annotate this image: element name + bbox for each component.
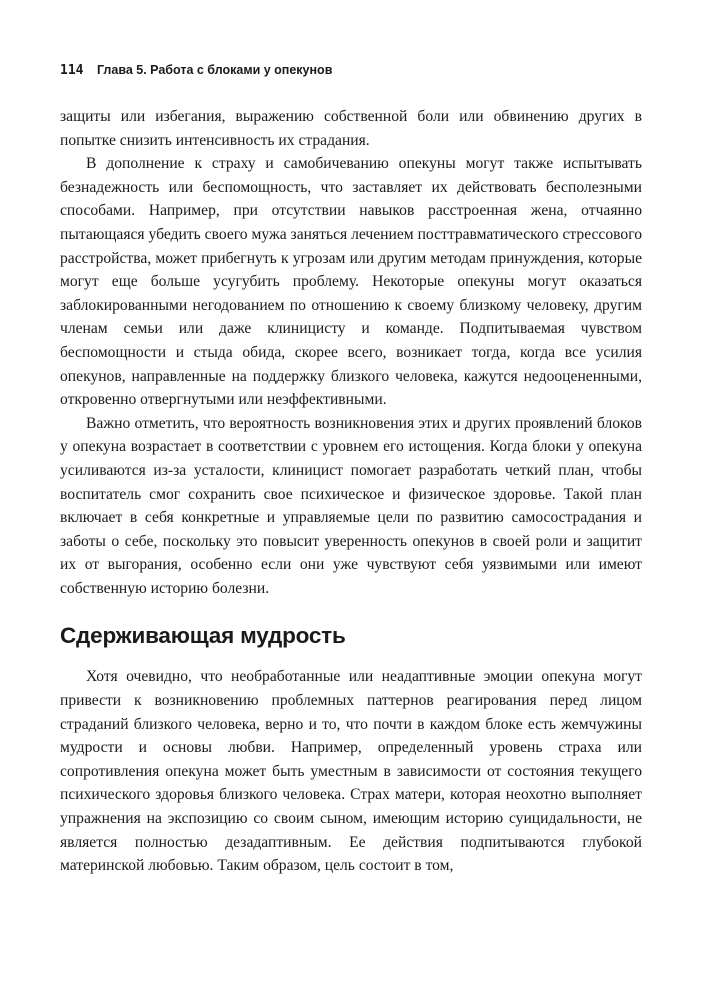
- body-text-top: [60, 105, 642, 600]
- paragraph: Хотя очевидно, что необработанные или неадаптивные эмоции опекуна могут привести к возникновению проблемных паттернов реагирования перед лицом страданий близкого человека, верно и то, что почти в каждом блоке есть жемчужины мудрости и основы любви. Например, определенный уровень страха или сопротивления опекуна может быть уместным в зависимости от состояния текущего психического здоровья близкого человека. Страх матери, которая неохотно выполняет упражнения на экспозицию со своим сыном, имеющим историю суицидальности, не является полностью дезадаптивным. Ее действия подпитываются глубокой материнской любовью. Таким образом, цель состоит в том,: [60, 668, 642, 875]
- chapter-title: Глава 5. Работа с блоками у опекунов: [96, 63, 333, 77]
- running-header: [60, 60, 642, 80]
- book-page: [60, 60, 642, 878]
- page-number: 114: [60, 63, 84, 78]
- paragraph: В дополнение к страху и самобичеванию опекуны могут также испытывать безнадежность или беспомощность, что заставляет их действовать бесполезными способами. Например, при отсутствии навыков расстроенная жена, отчаянно пытающаяся убедить своего мужа заняться лечением посттравматического стрессового расстройства, может прибегнуть к угрозам или другим методам принуждения, которые могут еще больше усугубить проблему. Некоторые опекуны могут оказаться заблокированными негодованием по отношению к своему близкому человеку, другим членам семьи или даже клиницисту и команде. Подпитываемая чувством беспомощности и стыда обида, скорее всего, возникает тогда, когда все усилия опекунов, направленные на поддержку близкого человека, кажутся недооцененными, откровенно отвергнутыми или неэффективными.: [60, 155, 642, 409]
- paragraph: Важно отметить, что вероятность возникновения этих и других проявлений блоков у опекуна возрастает в соответствии с уровнем его истощения. Когда блоки у опекуна усиливаются из-за усталости, клиницист помогает разработать четкий план, чтобы воспитатель смог сохранить свое психическое и физическое здоровье. Такой план включает в себя конкретные и управляемые цели по развитию самосострадания и заботы о себе, поскольку это повысит уверенность опекунов в своей роли и защитит их от выгорания, особенно если они уже чувствуют себя уязвимыми или имеют собственную историю болезни.: [60, 414, 642, 597]
- body-text-bottom: [60, 665, 642, 877]
- paragraph-continued: защиты или избегания, выражению собственной боли или обвинению других в попытке снизить интенсивность их страдания.: [60, 108, 642, 149]
- section-heading: Сдерживающая мудрость: [60, 623, 346, 649]
